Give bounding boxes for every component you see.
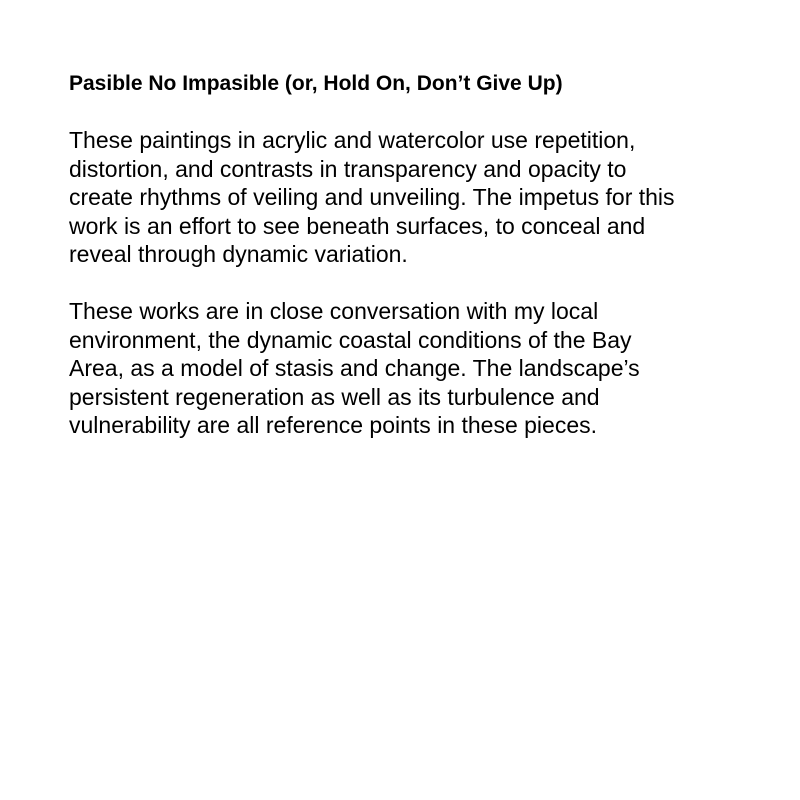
- paragraph-line: These paintings in acrylic and watercolor use repetition,: [69, 127, 636, 153]
- paragraph-line: vulnerability are all reference points in these pieces.: [69, 412, 598, 439]
- paragraph-line: environment, the dynamic coastal conditions of the Bay: [69, 326, 632, 353]
- paragraph-line: work is an effort to see beneath surfaces, to conceal and: [69, 212, 646, 239]
- paragraph-line: create rhythms of veiling and unveiling. The impetus for this: [69, 184, 675, 211]
- paragraph-paintings: [69, 126, 769, 269]
- paragraph-line: distortion, and contrasts in transparency and opacity to: [69, 155, 627, 182]
- document-title: Pasible No Impasible (or, Hold On, Don’t Give Up): [69, 72, 563, 95]
- paragraph-line: persistent regeneration as well as its turbulence and: [69, 383, 600, 410]
- paragraph-line: Area, as a model of stasis and change. The landscape’s: [69, 355, 640, 382]
- document-body: [69, 70, 769, 440]
- paragraph-environment: [69, 297, 769, 440]
- paragraph-line: These works are in close conversation with my local: [69, 297, 599, 324]
- paragraph-line: reveal through dynamic variation.: [69, 241, 408, 268]
